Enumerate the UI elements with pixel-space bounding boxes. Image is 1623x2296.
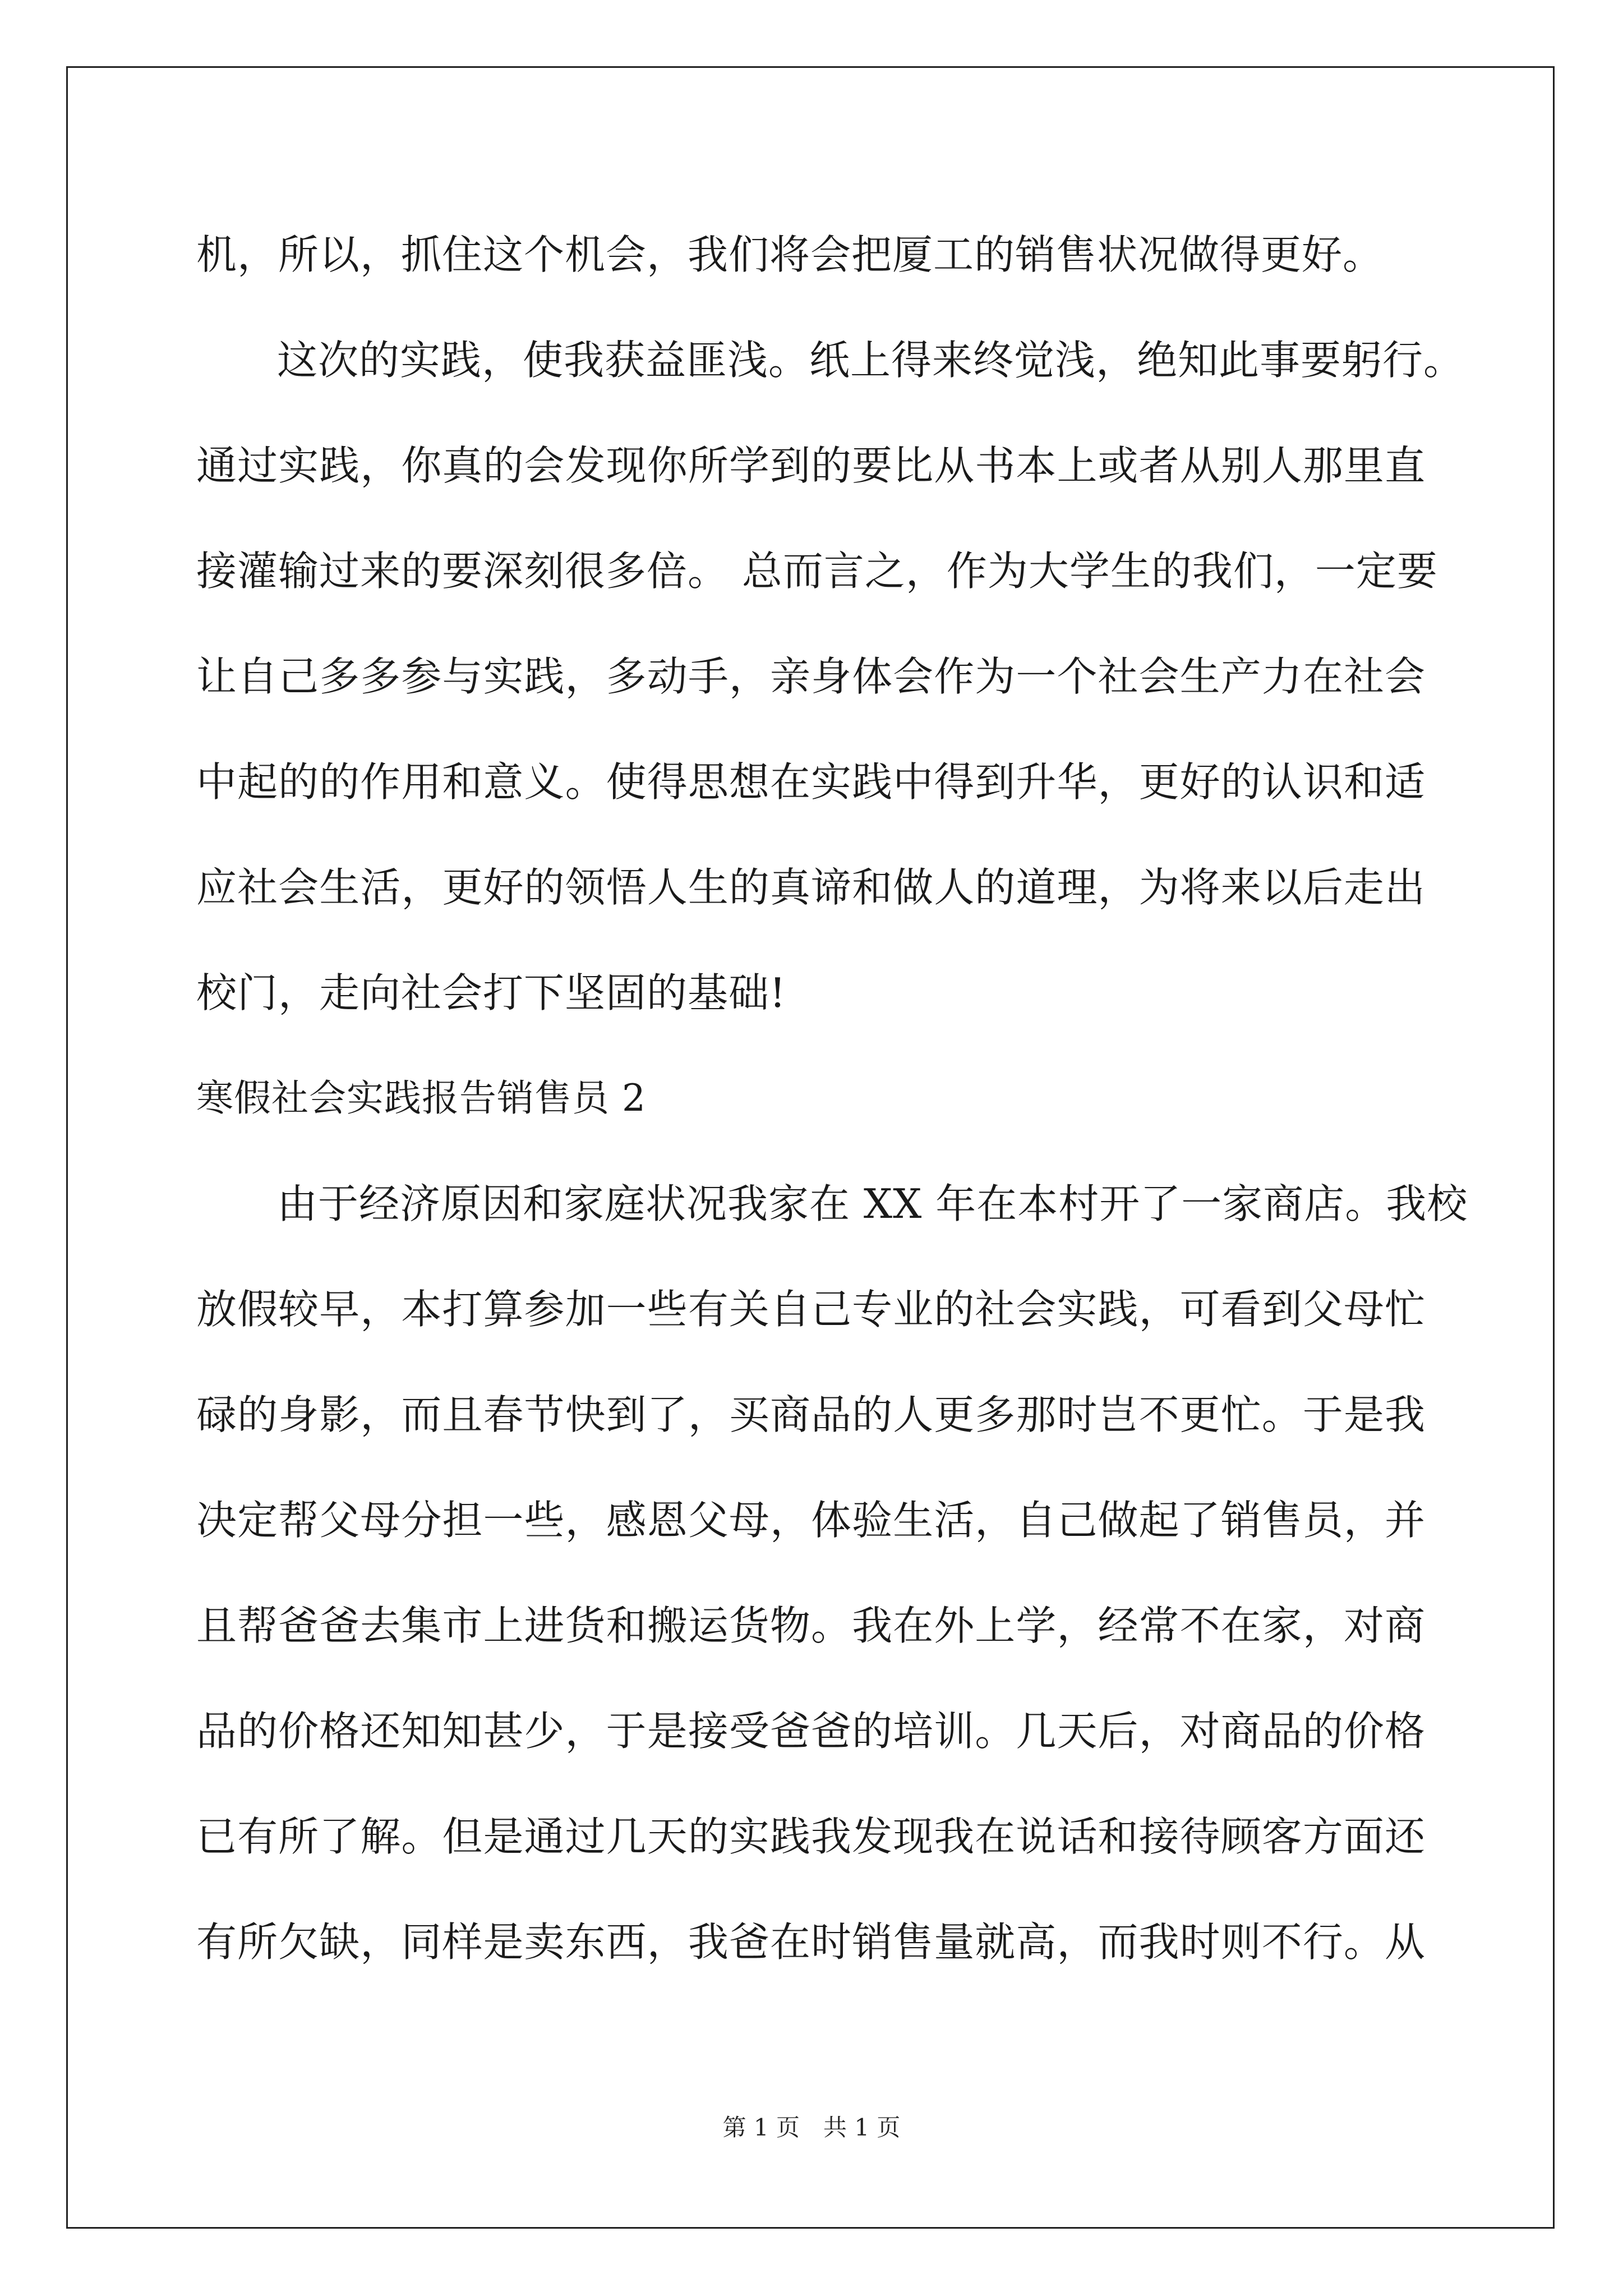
document-body bbox=[196, 202, 1468, 1995]
paragraph-line: 放假较早，本打算参加一些有关自己专业的社会实践，可看到父母忙 bbox=[196, 1286, 1426, 1333]
paragraph-line: 品的价格还知知甚少，于是接受爸爸的培训。几天后，对商品的价格 bbox=[196, 1708, 1426, 1755]
paragraph-line: 通过实践，你真的会发现你所学到的要比从书本上或者从别人那里直 bbox=[196, 442, 1426, 489]
paragraph-line: 由于经济原因和家庭状况我家在 XX 年在本村开了一家商店。我校 bbox=[277, 1180, 1468, 1227]
paragraph-line: 让自己多多参与实践，多动手，亲身体会作为一个社会生产力在社会 bbox=[196, 653, 1426, 700]
paragraph-line: 中起的的作用和意义。使得思想在实践中得到升华，更好的认识和适 bbox=[196, 758, 1426, 806]
paragraph-line: 校门，走向社会打下坚固的基础! bbox=[196, 969, 786, 1016]
paragraph-line: 有所欠缺，同样是卖东西，我爸在时销售量就高，而我时则不行。从 bbox=[196, 1918, 1426, 1966]
section-heading: 寒假社会实践报告销售员 2 bbox=[196, 1076, 646, 1120]
paragraph-line: 碌的身影，而且春节快到了，买商品的人更多那时岂不更忙。于是我 bbox=[196, 1391, 1426, 1438]
paragraph-line: 应社会生活，更好的领悟人生的真谛和做人的道理，为将来以后走出 bbox=[196, 864, 1426, 911]
paragraph-line: 且帮爸爸去集市上进货和搬运货物。我在外上学，经常不在家，对商 bbox=[196, 1602, 1426, 1649]
paragraph-line: 已有所了解。但是通过几天的实践我发现我在说话和接待顾客方面还 bbox=[196, 1813, 1426, 1860]
paragraph-line: 接灌输过来的要深刻很多倍。 总而言之，作为大学生的我们，一定要 bbox=[196, 547, 1438, 595]
paragraph-line: 决定帮父母分担一些，感恩父母，体验生活，自己做起了销售员，并 bbox=[196, 1497, 1426, 1544]
paragraph-line: 这次的实践，使我获益匪浅。纸上得来终觉浅，绝知此事要躬行。 bbox=[277, 337, 1465, 384]
page-number-footer: 第 1 页 共 1 页 bbox=[722, 2114, 901, 2141]
paragraph-line: 机，所以，抓住这个机会，我们将会把厦工的销售状况做得更好。 bbox=[196, 231, 1384, 278]
